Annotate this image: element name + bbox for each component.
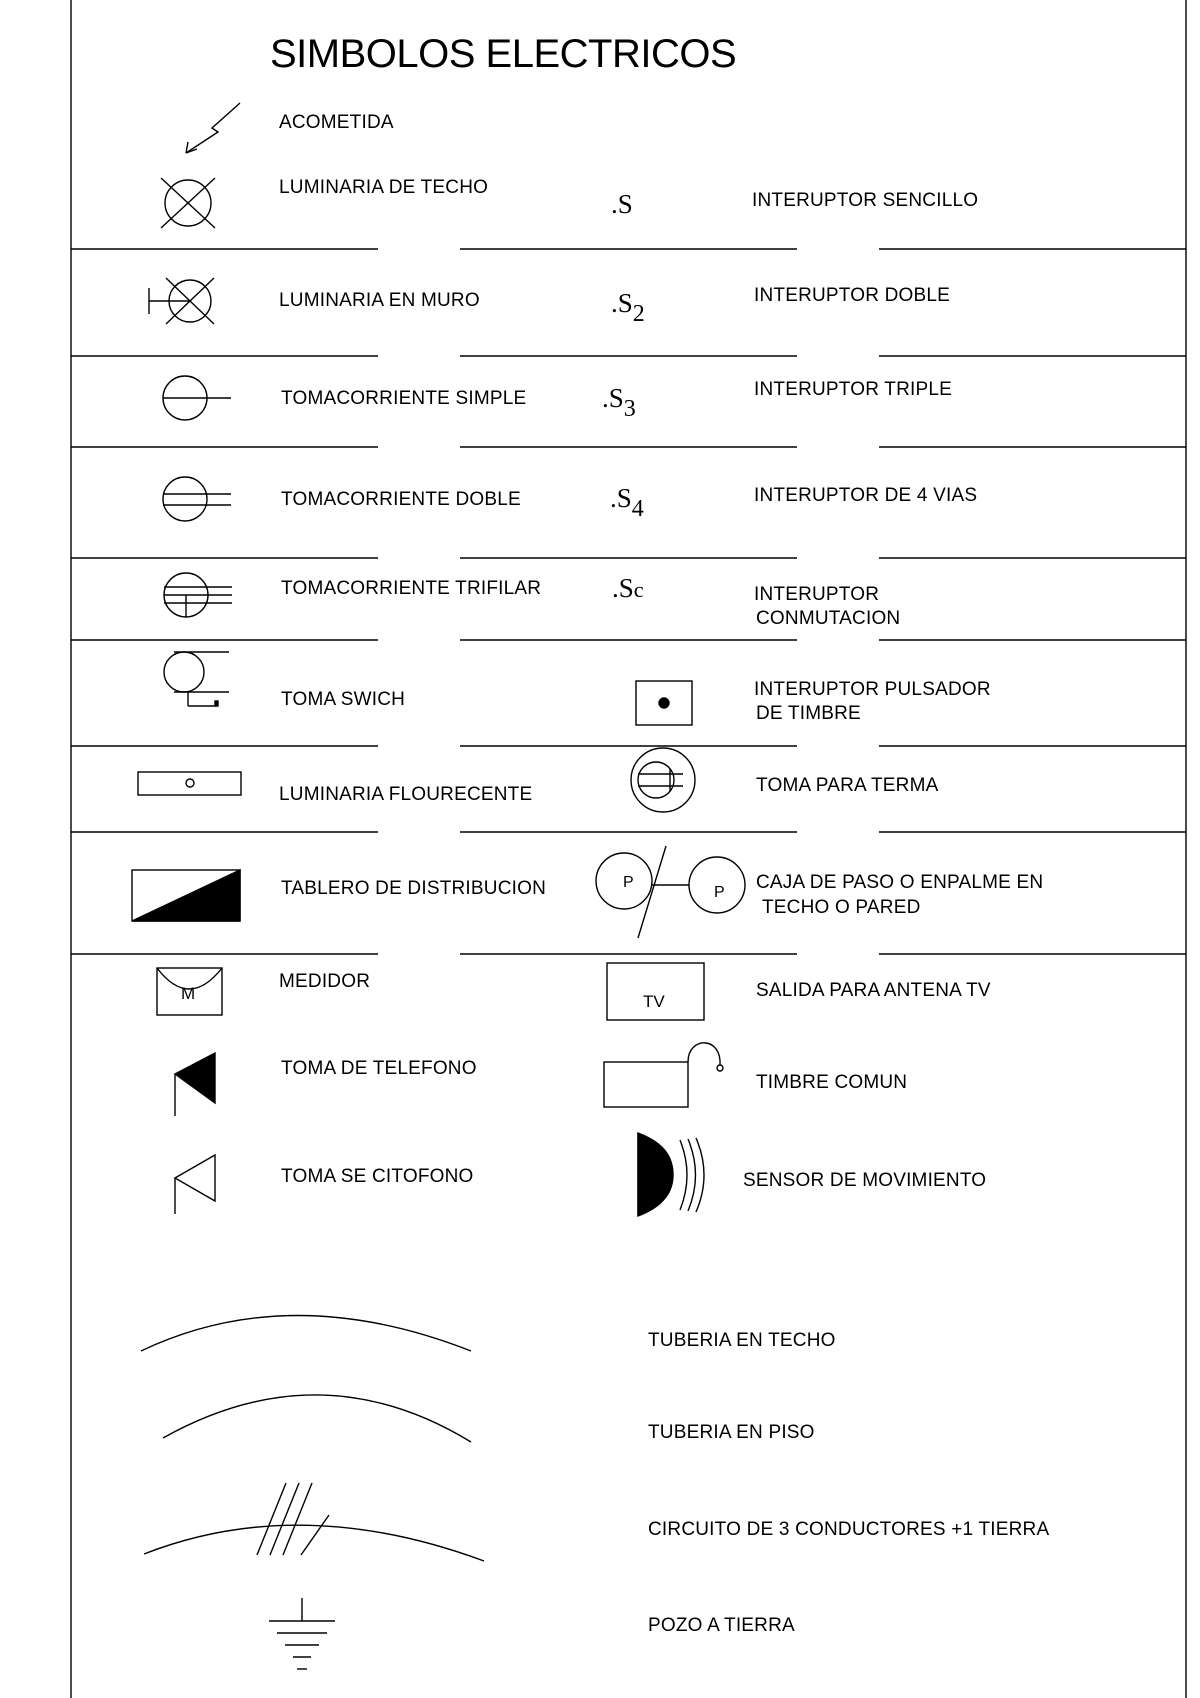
tuberia-techo-icon [141, 1316, 471, 1352]
label-tuberia-techo: TUBERIA EN TECHO [648, 1330, 836, 1351]
label-interruptor-doble: INTERUPTOR DOBLE [754, 285, 951, 306]
toma-swich-icon [164, 652, 229, 706]
label-sensor: SENSOR DE MOVIMIENTO [743, 1170, 987, 1191]
tuberia-piso-icon [163, 1395, 471, 1442]
pozo-tierra-icon [269, 1598, 335, 1669]
label-medidor: MEDIDOR [279, 971, 371, 992]
label-interruptor-conmutacion-2: CONMUTACION [756, 608, 901, 629]
label-circuito: CIRCUITO DE 3 CONDUCTORES +1 TIERRA [648, 1519, 1050, 1540]
label-pulsador-2: DE TIMBRE [756, 703, 861, 724]
luminaria-muro-icon [149, 278, 214, 324]
toma-simple-icon [163, 376, 231, 420]
label-interruptor-triple: INTERUPTOR TRIPLE [754, 379, 953, 400]
label-pozo: POZO A TIERRA [648, 1615, 795, 1636]
label-tablero: TABLERO DE DISTRIBUCION [281, 878, 547, 899]
caja-paso-p2: P [714, 884, 725, 901]
label-caja-paso-2: TECHO O PARED [762, 897, 921, 918]
label-interruptor-sencillo: INTERUPTOR SENCILLO [752, 190, 979, 211]
label-caja-paso-1: CAJA DE PASO O ENPALME EN [756, 872, 1044, 893]
label-toma-trifilar: TOMACORRIENTE TRIFILAR [281, 578, 542, 599]
telefono-icon [175, 1053, 215, 1116]
toma-doble-icon [163, 477, 231, 521]
terma-icon [631, 748, 695, 812]
page-title: SIMBOLOS ELECTRICOS [270, 32, 737, 76]
switch-triple-symbol: $.S_3$ [602, 383, 636, 422]
label-timbre: TIMBRE COMUN [756, 1072, 908, 1093]
switch-conmutacion-symbol: .Sc [612, 573, 644, 603]
caja-paso-p1: P [623, 874, 634, 891]
switch-sencillo-symbol: .S [611, 189, 633, 219]
label-toma-terma: TOMA PARA TERMA [756, 775, 939, 796]
citofono-icon [175, 1155, 215, 1214]
medidor-letter: M [181, 984, 196, 1003]
switch-4vias-symbol: $.S_4$ [610, 483, 644, 522]
label-luminaria-flourecente: LUMINARIA FLOURECENTE [279, 784, 533, 805]
timbre-icon [604, 1043, 723, 1107]
sensor-icon [638, 1133, 704, 1216]
switch-doble-symbol: $.S_2$ [611, 288, 645, 327]
label-antena-tv: SALIDA PARA ANTENA TV [756, 980, 991, 1001]
label-luminaria-techo: LUMINARIA DE TECHO [279, 177, 489, 198]
label-interruptor-4vias: INTERUPTOR DE 4 VIAS [754, 485, 978, 506]
label-toma-telefono: TOMA DE TELEFONO [281, 1058, 477, 1079]
pulsador-icon [636, 681, 692, 725]
label-acometida: ACOMETIDA [279, 112, 394, 133]
antena-tv-text: TV [643, 992, 665, 1011]
label-toma-simple: TOMACORRIENTE SIMPLE [281, 388, 527, 409]
tablero-icon [132, 870, 240, 921]
label-tuberia-piso: TUBERIA EN PISO [648, 1422, 815, 1443]
acometida-icon [186, 103, 240, 153]
label-toma-swich: TOMA SWICH [281, 689, 406, 710]
luminaria-flourecente-icon [138, 772, 241, 795]
luminaria-techo-icon [161, 178, 215, 228]
label-pulsador-1: INTERUPTOR PULSADOR [754, 679, 991, 700]
circuito-icon [144, 1483, 484, 1561]
label-interruptor-conmutacion-1: INTERUPTOR [754, 584, 880, 605]
label-citofono: TOMA SE CITOFONO [281, 1166, 474, 1187]
label-toma-doble: TOMACORRIENTE DOBLE [281, 489, 521, 510]
toma-trifilar-icon [164, 573, 232, 617]
label-luminaria-muro: LUMINARIA EN MURO [279, 290, 480, 311]
